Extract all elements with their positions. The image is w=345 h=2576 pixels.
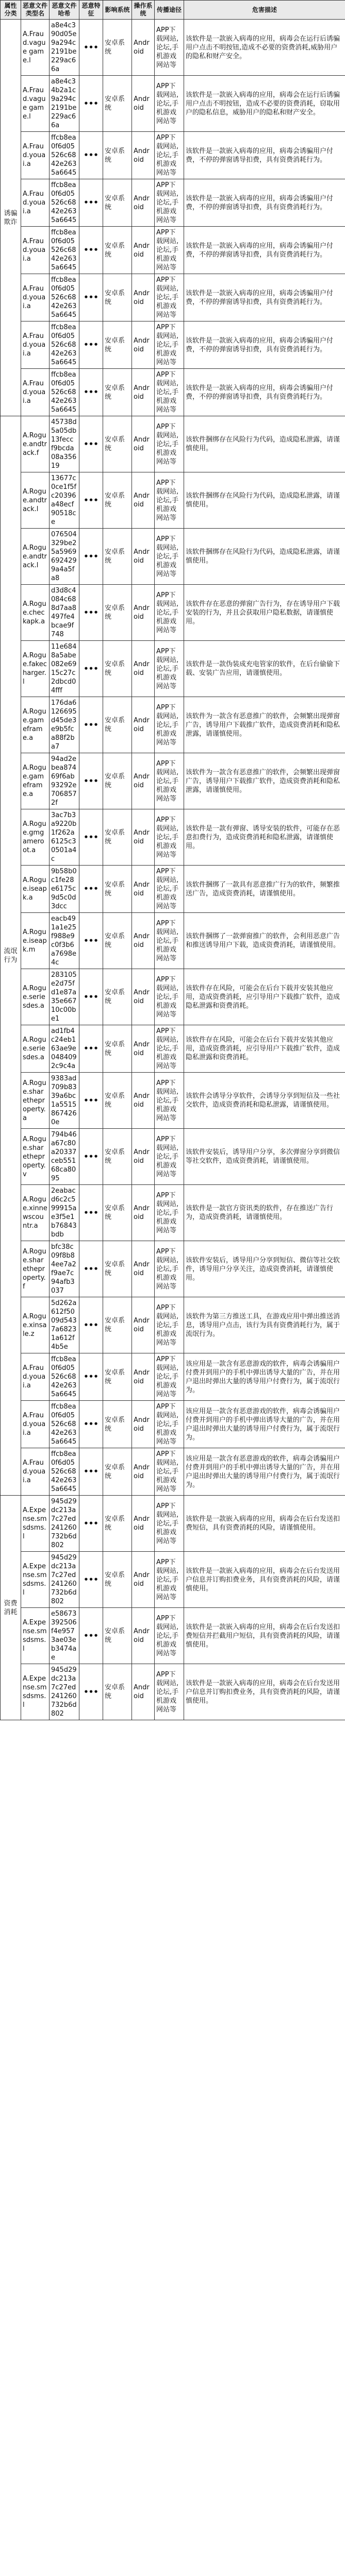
hash-cell: eacb491a1e25f988e9c0f3b6a7698e4c — [50, 913, 79, 969]
table-row — [1, 1025, 345, 1073]
channel-cell: APP下载网站,论坛,手机游戏网站等 — [155, 1129, 184, 1185]
os-cell: Android — [132, 20, 155, 76]
description-cell: 该软件捆绑了一款具有恶意推广行为的软件，频繁推送广告，造成资费消耗，请谨慎使用。 — [184, 866, 345, 913]
hash-cell: ffcb8ea0f6d05526c6842e2635a6645 — [50, 132, 79, 179]
os-cell: Android — [132, 1185, 155, 1241]
description-cell: 该软件为一款含有恶意推广的软件，会频繁出现弹窗广告，诱导用户下载推广软件，造成资费消耗和隐私泄露，请谨慎使用。 — [184, 753, 345, 809]
header-malware-name: 恶意文件类型名 — [21, 1, 50, 20]
malware-name-cell: A.Rogue.iseapk.a — [21, 866, 50, 913]
malware-name-cell: A.Rogue.gmgameroot.a — [21, 809, 50, 866]
table-row — [1, 1552, 345, 1608]
hash-cell: ffcb8ea0f6d05526c6842e2635a6645 — [50, 274, 79, 321]
signature-cell: ••• — [79, 1448, 103, 1496]
table-row — [1, 1073, 345, 1129]
affected-system-cell: 安卓系统 — [103, 1664, 132, 1720]
malware-name-cell: A.Fraud.vague game.l — [21, 76, 50, 132]
affected-system-cell: 安卓系统 — [103, 1608, 132, 1664]
signature-cell: ••• — [79, 585, 103, 641]
table-row — [1, 416, 345, 472]
signature-cell: ••• — [79, 416, 103, 472]
description-cell: 该软件是一款官方资讯类的软件，存在推送广告行为，造成资费消耗，请谨慎使用。 — [184, 1185, 345, 1241]
table-row — [1, 1448, 345, 1496]
signature-cell: ••• — [79, 20, 103, 76]
malware-name-cell: A.Rogue.andtrack.l — [21, 529, 50, 585]
signature-cell: ••• — [79, 697, 103, 753]
table-row — [1, 585, 345, 641]
affected-system-cell: 安卓系统 — [103, 1185, 132, 1241]
hash-cell: 11e6848a5abe082e6915c27c2dbcd04fff — [50, 641, 79, 697]
table-row — [1, 1185, 345, 1241]
malware-name-cell: A.Rogue.fakecharger.l — [21, 641, 50, 697]
affected-system-cell: 安卓系统 — [103, 20, 132, 76]
category-cell: 诱骗欺诈 — [1, 20, 21, 416]
hash-cell: ffcb8ea0f6d05526c6842e2635a6645 — [50, 1448, 79, 1496]
malware-name-cell: A.Rogue.seriesdes.a — [21, 1025, 50, 1073]
hash-cell: 45738d5a05db13fecc f9bcda08a35619 — [50, 416, 79, 472]
malware-name-cell: A.Expense.smsdsms.l — [21, 1496, 50, 1552]
signature-cell: ••• — [79, 753, 103, 809]
channel-cell: APP下载网站,论坛,手机游戏网站等 — [155, 753, 184, 809]
hash-cell: 2eabacd6c2c599915ae3f5e1b76843bdb — [50, 1185, 79, 1241]
channel-cell: APP下载网站,论坛,手机游戏网站等 — [155, 132, 184, 179]
category-cell: 流氓行为 — [1, 416, 21, 1496]
table-row — [1, 369, 345, 416]
description-cell: 该软件捆绑了一款弹窗推广的软件，会利用恶意广告和推送诱导用户下载，造成资费消耗，请谨慎使用。 — [184, 913, 345, 969]
hash-cell: d3d8c4084c688d7aa8497fe4bcae9f748 — [50, 585, 79, 641]
malware-name-cell: A.Rogue.andtrack.f — [21, 416, 50, 472]
category-cell: 资费消耗 — [1, 1496, 21, 1720]
channel-cell: APP下载网站,论坛,手机游戏网站等 — [155, 76, 184, 132]
description-cell: 该软件是一款嵌入病毒的应用，病毒会诱骗用户付费，不停的弹窗诱导扣费，具有资费消耗行为。 — [184, 274, 345, 321]
os-cell: Android — [132, 227, 155, 274]
affected-system-cell: 安卓系统 — [103, 866, 132, 913]
hash-cell: 3ac7b3a9220b1f262a6125c30501a4c — [50, 809, 79, 866]
hash-cell: 94ad2ebea87469f6ab93292e7068572f — [50, 753, 79, 809]
description-cell: 该软件是一款嵌入病毒的应用，病毒会诱骗用户付费，不停的弹窗诱导扣费，具有资费消耗行为。 — [184, 369, 345, 416]
description-cell: 该软件会诱导分享软件，会诱导分享到短信及一些社交软件，造成资费消耗和隐私泄露，请谨慎使用。 — [184, 1073, 345, 1129]
os-cell: Android — [132, 472, 155, 529]
os-cell: Android — [132, 1241, 155, 1297]
table-row — [1, 472, 345, 529]
signature-cell: ••• — [79, 1401, 103, 1448]
description-cell: 该软件是一款伪装成充电管家的软件，在后台偷偷下载、安装广告应用，请谨慎使用。 — [184, 641, 345, 697]
table-row — [1, 969, 345, 1025]
channel-cell: APP下载网站,论坛,手机游戏网站等 — [155, 913, 184, 969]
affected-system-cell: 安卓系统 — [103, 1401, 132, 1448]
os-cell: Android — [132, 416, 155, 472]
description-cell: 该软件存在恶意的弹窗广告行为，存在诱导用户下载安装的行为，并且会获取用户隐私数据，请谨慎使用。 — [184, 585, 345, 641]
table-row — [1, 1608, 345, 1664]
header-os: 操作系统 — [132, 1, 155, 20]
table-row — [1, 913, 345, 969]
affected-system-cell: 安卓系统 — [103, 321, 132, 369]
malware-name-cell: A.Fraud.youai.a — [21, 274, 50, 321]
signature-cell: ••• — [79, 1241, 103, 1297]
hash-cell: 9383ad709b8339a6bc1a55158674260e — [50, 1073, 79, 1129]
os-cell: Android — [132, 1073, 155, 1129]
channel-cell: APP下载网站,论坛,手机游戏网站等 — [155, 1073, 184, 1129]
signature-cell: ••• — [79, 1025, 103, 1073]
signature-cell: ••• — [79, 866, 103, 913]
table-row — [1, 809, 345, 866]
description-cell: 该软件捆绑存在风险行为代码，造成隐私泄露，请谨慎使用。 — [184, 416, 345, 472]
description-cell: 该软件安装后，诱导用户分享到短信、微信等社交软件，诱导用户分享关注，造成资费消耗，请谨慎使用。 — [184, 1241, 345, 1297]
malware-name-cell: A.Rogue.iseapk.m — [21, 913, 50, 969]
channel-cell: APP下载网站,论坛,手机游戏网站等 — [155, 1401, 184, 1448]
table-row — [1, 753, 345, 809]
table-row — [1, 697, 345, 753]
table-row — [1, 1129, 345, 1185]
os-cell: Android — [132, 641, 155, 697]
malware-name-cell: A.Fraud.vague game.l — [21, 20, 50, 76]
signature-cell: ••• — [79, 529, 103, 585]
channel-cell: APP下载网站,论坛,手机游戏网站等 — [155, 1297, 184, 1353]
table-row — [1, 529, 345, 585]
signature-cell: ••• — [79, 1353, 103, 1401]
hash-cell: ffcb8ea0f6d05526c6842e2635a6645 — [50, 179, 79, 227]
malware-name-cell: A.Fraud.youai.a — [21, 179, 50, 227]
os-cell: Android — [132, 1353, 155, 1401]
affected-system-cell: 安卓系统 — [103, 1297, 132, 1353]
description-cell: 该应用是一款含有恶意游戏的软件，病毒会诱骗用户付费并到用户的手机中弹出诱导大量的广告，并在用户退出时弹出大量的诱导用户付费行为，属于流氓行为。 — [184, 1401, 345, 1448]
channel-cell: APP下载网站,论坛,手机游戏网站等 — [155, 369, 184, 416]
hash-cell: ad1fb4c24eb163ae9e0484092c9c4a — [50, 1025, 79, 1073]
malware-name-cell: A.Rogue.xinsale.z — [21, 1297, 50, 1353]
table-row — [1, 227, 345, 274]
affected-system-cell: 安卓系统 — [103, 1448, 132, 1496]
table-row — [1, 866, 345, 913]
description-cell: 该软件是一款嵌入病毒的应用，病毒会诱骗用户付费，不停的弹窗诱导扣费，具有资费消耗行为。 — [184, 179, 345, 227]
hash-cell: ffcb8ea0f6d05526c6842e2635a6645 — [50, 227, 79, 274]
os-cell: Android — [132, 179, 155, 227]
affected-system-cell: 安卓系统 — [103, 1496, 132, 1552]
table-row — [1, 179, 345, 227]
channel-cell: APP下载网站,论坛,手机游戏网站等 — [155, 809, 184, 866]
os-cell: Android — [132, 1664, 155, 1720]
channel-cell: APP下载网站,论坛,手机游戏网站等 — [155, 20, 184, 76]
affected-system-cell: 安卓系统 — [103, 132, 132, 179]
hash-cell: 9b58b0c1fe28e6175c9d5c0d3dcc — [50, 866, 79, 913]
hash-cell: 945d29dc213a7c27ed241260732b6d802 — [50, 1496, 79, 1552]
signature-cell: ••• — [79, 1496, 103, 1552]
description-cell: 该软件安装后，诱导用户分享，多次弹窗分享到微信等社交软件，造成资费消耗，请谨慎使用。 — [184, 1129, 345, 1185]
os-cell: Android — [132, 969, 155, 1025]
channel-cell: APP下载网站,论坛,手机游戏网站等 — [155, 227, 184, 274]
affected-system-cell: 安卓系统 — [103, 1241, 132, 1297]
signature-cell: ••• — [79, 1185, 103, 1241]
signature-cell: ••• — [79, 76, 103, 132]
affected-system-cell: 安卓系统 — [103, 969, 132, 1025]
signature-cell: ••• — [79, 1552, 103, 1608]
malware-name-cell: A.Rogue.gameframe.a — [21, 697, 50, 753]
affected-system-cell: 安卓系统 — [103, 1552, 132, 1608]
malware-name-cell: A.Fraud.youai.a — [21, 1353, 50, 1401]
channel-cell: APP下载网站,论坛,手机游戏网站等 — [155, 969, 184, 1025]
channel-cell: APP下载网站,论坛,手机游戏网站等 — [155, 641, 184, 697]
signature-cell: ••• — [79, 1297, 103, 1353]
signature-cell: ••• — [79, 1664, 103, 1720]
os-cell: Android — [132, 1401, 155, 1448]
signature-cell: ••• — [79, 809, 103, 866]
malware-name-cell: A.Fraud.youai.a — [21, 1448, 50, 1496]
affected-system-cell: 安卓系统 — [103, 472, 132, 529]
description-cell: 该软件是一款嵌入病毒的应用，病毒会在后台发送扣费短信，具有资费消耗的风险，请谨慎使用。 — [184, 1496, 345, 1552]
affected-system-cell: 安卓系统 — [103, 753, 132, 809]
os-cell: Android — [132, 369, 155, 416]
affected-system-cell: 安卓系统 — [103, 641, 132, 697]
os-cell: Android — [132, 866, 155, 913]
signature-cell: ••• — [79, 227, 103, 274]
malware-name-cell: A.Rogue.andtrack.l — [21, 472, 50, 529]
malware-name-cell: A.Expense.smsdsms.l — [21, 1664, 50, 1720]
table-row — [1, 1401, 345, 1448]
header-hash: 恶意文件哈希 — [50, 1, 79, 20]
malware-name-cell: A.Rogue.checkapk.a — [21, 585, 50, 641]
affected-system-cell: 安卓系统 — [103, 809, 132, 866]
table-row — [1, 1297, 345, 1353]
malware-name-cell: A.Expense.smsdsms.l — [21, 1608, 50, 1664]
description-cell: 该软件是一款嵌入病毒的应用，病毒会在后台发送用户信息并订购扣费业务，具有资费消耗的风险，请谨慎使用。 — [184, 1552, 345, 1608]
os-cell: Android — [132, 76, 155, 132]
affected-system-cell: 安卓系统 — [103, 585, 132, 641]
affected-system-cell: 安卓系统 — [103, 416, 132, 472]
table-row — [1, 1664, 345, 1720]
hash-cell: 945d29dc213a7c27ed241260732b6d802 — [50, 1552, 79, 1608]
description-cell: 该应用是一款含有恶意游戏的软件，病毒会诱骗用户付费并到用户的手机中弹出诱导大量的广告，并在用户退出时弹出大量的诱导用户付费行为，属于流氓行为。 — [184, 1448, 345, 1496]
table-row — [1, 20, 345, 76]
hash-cell: 176da6126695d45de3e9b5fca88f2ba7 — [50, 697, 79, 753]
signature-cell: ••• — [79, 321, 103, 369]
channel-cell: APP下载网站,论坛,手机游戏网站等 — [155, 1185, 184, 1241]
channel-cell: APP下载网站,论坛,手机游戏网站等 — [155, 1496, 184, 1552]
channel-cell: APP下载网站,论坛,手机游戏网站等 — [155, 585, 184, 641]
malware-name-cell: A.Fraud.youai.a — [21, 1401, 50, 1448]
affected-system-cell: 安卓系统 — [103, 529, 132, 585]
signature-cell: ••• — [79, 1608, 103, 1664]
os-cell: Android — [132, 274, 155, 321]
channel-cell: APP下载网站,论坛,手机游戏网站等 — [155, 866, 184, 913]
header-description: 危害描述 — [184, 1, 345, 20]
signature-cell: ••• — [79, 913, 103, 969]
description-cell: 该软件是一款嵌入病毒的应用，病毒会在后台发送用户信息并订购扣费业务，具有资费消耗的风险，请谨慎使用。 — [184, 1664, 345, 1720]
signature-cell: ••• — [79, 1129, 103, 1185]
hash-cell: 13677c0ce1f5fc20396a48ecf90518ce — [50, 472, 79, 529]
signature-cell: ••• — [79, 969, 103, 1025]
hash-cell: e58673392506f4e9573ae03eb3474ae — [50, 1608, 79, 1664]
header-channel: 传播途径 — [155, 1, 184, 20]
os-cell: Android — [132, 321, 155, 369]
channel-cell: APP下载网站,论坛,手机游戏网站等 — [155, 321, 184, 369]
channel-cell: APP下载网站,论坛,手机游戏网站等 — [155, 416, 184, 472]
affected-system-cell: 安卓系统 — [103, 274, 132, 321]
malware-name-cell: A.Rogue.sharetheproperty.f — [21, 1241, 50, 1297]
affected-system-cell: 安卓系统 — [103, 1025, 132, 1073]
channel-cell: APP下载网站,论坛,手机游戏网站等 — [155, 697, 184, 753]
malware-name-cell: A.Fraud.youai.a — [21, 369, 50, 416]
header-signature: 恶意特征 — [79, 1, 103, 20]
header-affected-system: 影响系统 — [103, 1, 132, 20]
malware-name-cell: A.Rogue.seriesdes.a — [21, 969, 50, 1025]
hash-cell: a8e4c34b2a1c9a294c2191be229ac66a — [50, 76, 79, 132]
table-row — [1, 1496, 345, 1552]
hash-cell: a8e4c390d05e9a294c2191be229ac66a — [50, 20, 79, 76]
description-cell: 该软件是一款嵌入病毒的应用，病毒会诱骗用户付费，不停的弹窗诱导扣费，具有资费消耗行为。 — [184, 132, 345, 179]
affected-system-cell: 安卓系统 — [103, 1129, 132, 1185]
table-row — [1, 641, 345, 697]
malware-name-cell: A.Expense.smsdsms.l — [21, 1552, 50, 1608]
malware-name-cell: A.Rogue.gameframe.a — [21, 753, 50, 809]
os-cell: Android — [132, 132, 155, 179]
description-cell: 该软件存在风险，可能会在后台下载并安装其他应用，造成资费消耗，应引导用户下载推广软件，造成隐私泄露和资费消耗。 — [184, 969, 345, 1025]
malware-name-cell: A.Rogue.sharetheproperty.v — [21, 1129, 50, 1185]
channel-cell: APP下载网站,论坛,手机游戏网站等 — [155, 179, 184, 227]
channel-cell: APP下载网站,论坛,手机游戏网站等 — [155, 274, 184, 321]
malware-name-cell: A.Rogue.sharetheproperty.a — [21, 1073, 50, 1129]
os-cell: Android — [132, 1129, 155, 1185]
table-header-row — [1, 1, 345, 20]
table-row — [1, 1353, 345, 1401]
os-cell: Android — [132, 1552, 155, 1608]
signature-cell: ••• — [79, 1073, 103, 1129]
affected-system-cell: 安卓系统 — [103, 76, 132, 132]
hash-cell: ffcb8ea0f6d05526c6842e2635a6645 — [50, 321, 79, 369]
affected-system-cell: 安卓系统 — [103, 1073, 132, 1129]
hash-cell: ffcb8ea0f6d05526c6842e2635a6645 — [50, 1401, 79, 1448]
table-row — [1, 321, 345, 369]
channel-cell: APP下载网站,论坛,手机游戏网站等 — [155, 529, 184, 585]
description-cell: 该应用是一款含有恶意游戏的软件，病毒会诱骗用户付费并到用户的手机中弹出诱导大量的广告，并在用户退出时弹出大量的诱导用户付费行为，属于流氓行为。 — [184, 1353, 345, 1401]
description-cell: 该软件存在风险，可能会在后台下载并安装其他应用，造成资费消耗，应引导用户下载推广软件，造成隐私泄露和资费消耗。 — [184, 1025, 345, 1073]
hash-cell: 794b46a67c80a20337ceb55168ca8095 — [50, 1129, 79, 1185]
table-row — [1, 1241, 345, 1297]
channel-cell: APP下载网站,论坛,手机游戏网站等 — [155, 1552, 184, 1608]
malware-name-cell: A.Fraud.youai.a — [21, 227, 50, 274]
signature-cell: ••• — [79, 641, 103, 697]
signature-cell: ••• — [79, 132, 103, 179]
affected-system-cell: 安卓系统 — [103, 913, 132, 969]
malware-name-cell: A.Rogue.xinnewscountr.a — [21, 1185, 50, 1241]
hash-cell: 283105e2d75fd1e87a35e66710c00be1 — [50, 969, 79, 1025]
channel-cell: APP下载网站,论坛,手机游戏网站等 — [155, 1241, 184, 1297]
malware-name-cell: A.Fraud.youai.a — [21, 321, 50, 369]
description-cell: 该软件是一款嵌入病毒的应用，病毒会诱骗用户付费，不停的弹窗诱导扣费，具有资费消耗行为。 — [184, 321, 345, 369]
table-body — [1, 20, 345, 1720]
os-cell: Android — [132, 1297, 155, 1353]
description-cell: 该软件捆绑存在风险行为代码，造成隐私泄露，请谨慎使用。 — [184, 472, 345, 529]
header-category: 属性分类 — [1, 1, 21, 20]
affected-system-cell: 安卓系统 — [103, 369, 132, 416]
affected-system-cell: 安卓系统 — [103, 227, 132, 274]
description-cell: 该软件捆绑存在风险行为代码，造成隐私泄露，请谨慎使用。 — [184, 529, 345, 585]
affected-system-cell: 安卓系统 — [103, 697, 132, 753]
description-cell: 该软件为一款含有恶意推广的软件，会频繁出现弹窗广告，诱导用户下载推广软件，造成资费消耗和隐私泄露，请谨慎使用。 — [184, 697, 345, 753]
description-cell: 该软件是一款嵌入病毒的应用，病毒会诱骗用户付费，不停的弹窗诱导扣费，具有资费消耗行为。 — [184, 227, 345, 274]
os-cell: Android — [132, 1448, 155, 1496]
hash-cell: 5d262a612f5009d5437a68231a612f4b5e — [50, 1297, 79, 1353]
malware-name-cell: A.Fraud.youai.a — [21, 132, 50, 179]
hash-cell: ffcb8ea0f6d05526c6842e2635a6645 — [50, 1353, 79, 1401]
description-cell: 该软件是一款嵌入病毒的应用，病毒会在运行后诱骗用户点击不明按钮,造成不必要的资费消耗,威胁用户的隐私和财产安全。 — [184, 20, 345, 76]
channel-cell: APP下载网站,论坛,手机游戏网站等 — [155, 1664, 184, 1720]
channel-cell: APP下载网站,论坛,手机游戏网站等 — [155, 472, 184, 529]
table-row — [1, 76, 345, 132]
affected-system-cell: 安卓系统 — [103, 179, 132, 227]
signature-cell: ••• — [79, 472, 103, 529]
os-cell: Android — [132, 585, 155, 641]
description-cell: 该软件是一款有弹窗、诱导安装的软件，可能存在恶意扣费行为，造成资费消耗和隐私泄露，请谨慎使用。 — [184, 809, 345, 866]
os-cell: Android — [132, 1025, 155, 1073]
channel-cell: APP下载网站,论坛,手机游戏网站等 — [155, 1025, 184, 1073]
channel-cell: APP下载网站,论坛,手机游戏网站等 — [155, 1608, 184, 1664]
affected-system-cell: 安卓系统 — [103, 1353, 132, 1401]
signature-cell: ••• — [79, 274, 103, 321]
os-cell: Android — [132, 1608, 155, 1664]
os-cell: Android — [132, 697, 155, 753]
channel-cell: APP下载网站,论坛,手机游戏网站等 — [155, 1353, 184, 1401]
hash-cell: 076504329be25a59696924299a4a5fa8 — [50, 529, 79, 585]
description-cell: 该软件是一款嵌入病毒的应用，病毒会在运行后诱骗用户点击不明按钮，造成不必要的资费消耗，窃取用户的隐私信息，威胁用户的隐私和财产安全。 — [184, 76, 345, 132]
os-cell: Android — [132, 809, 155, 866]
hash-cell: ffcb8ea0f6d05526c6842e2635a6645 — [50, 369, 79, 416]
os-cell: Android — [132, 1496, 155, 1552]
table-row — [1, 274, 345, 321]
signature-cell: ••• — [79, 369, 103, 416]
signature-cell: ••• — [79, 179, 103, 227]
description-cell: 该软件是一款嵌入病毒的应用，病毒会在后台发送扣费短信并拦截用户短信，具有资费消耗的风险，请谨慎使用。 — [184, 1608, 345, 1664]
hash-cell: 945d29dc213a7c27ed241260732b6d802 — [50, 1664, 79, 1720]
table-row — [1, 132, 345, 179]
hash-cell: bfc38c09f8b84ee7a2f9ae7c94afb3037 — [50, 1241, 79, 1297]
description-cell: 该软件为第三方推送工具，在游戏应用中弹出推送消息，诱导用户点击，该行为具有资费消耗行为，属于流氓行为。 — [184, 1297, 345, 1353]
os-cell: Android — [132, 913, 155, 969]
channel-cell: APP下载网站,论坛,手机游戏网站等 — [155, 1448, 184, 1496]
os-cell: Android — [132, 753, 155, 809]
os-cell: Android — [132, 529, 155, 585]
